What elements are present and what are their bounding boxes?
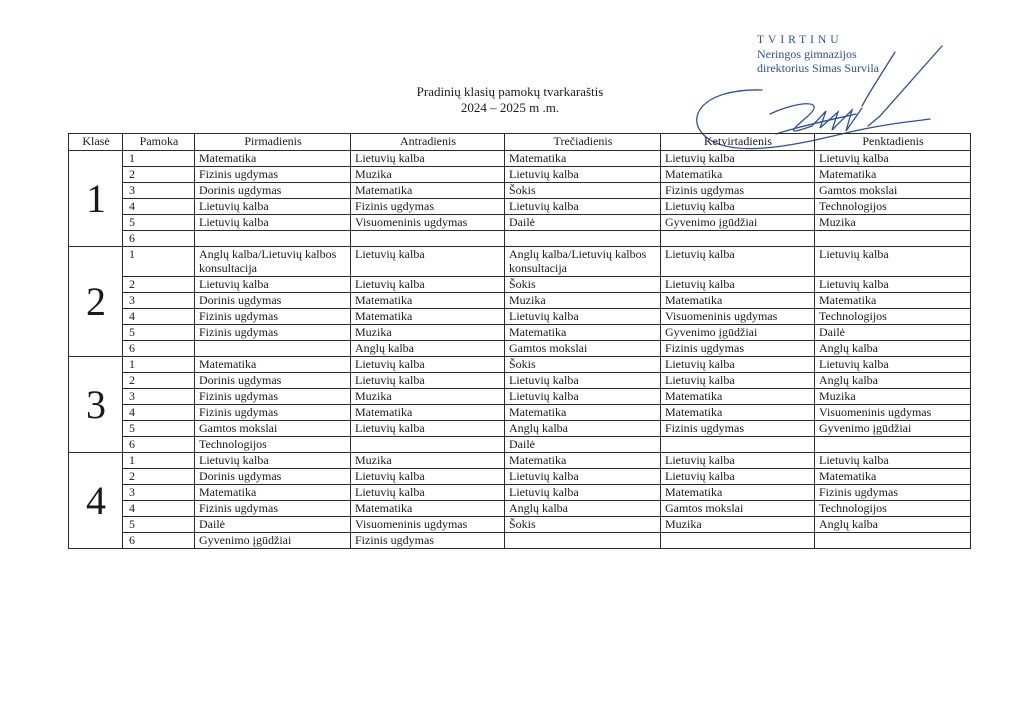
grade-number: 3 (69, 357, 123, 453)
header-treciadienis: Trečiadienis (505, 134, 661, 151)
subject-cell-penktadienis: Matematika (815, 167, 971, 183)
subject-cell-pirmadienis: Anglų kalba/Lietuvių kalbos konsultacija (195, 247, 351, 277)
subject-cell-antradienis: Matematika (351, 405, 505, 421)
subject-cell-antradienis: Muzika (351, 167, 505, 183)
subject-cell-pirmadienis: Lietuvių kalba (195, 199, 351, 215)
timetable-row (69, 453, 971, 469)
subject-cell-antradienis: Muzika (351, 325, 505, 341)
timetable-row (69, 533, 971, 549)
subject-cell-ketvirtadienis: Lietuvių kalba (661, 151, 815, 167)
lesson-number: 2 (123, 277, 195, 293)
subject-cell-penktadienis: Matematika (815, 293, 971, 309)
subject-cell-treciadienis (505, 231, 661, 247)
subject-cell-antradienis: Matematika (351, 501, 505, 517)
subject-cell-treciadienis: Dailė (505, 215, 661, 231)
subject-cell-ketvirtadienis: Matematika (661, 405, 815, 421)
subject-cell-pirmadienis: Dailė (195, 517, 351, 533)
header-row (69, 134, 971, 151)
subject-cell-treciadienis: Šokis (505, 277, 661, 293)
subject-cell-treciadienis: Anglų kalba (505, 421, 661, 437)
subject-cell-pirmadienis: Matematika (195, 151, 351, 167)
subject-cell-antradienis: Lietuvių kalba (351, 373, 505, 389)
lesson-number: 3 (123, 389, 195, 405)
subject-cell-treciadienis: Lietuvių kalba (505, 167, 661, 183)
subject-cell-penktadienis: Lietuvių kalba (815, 151, 971, 167)
subject-cell-antradienis: Visuomeninis ugdymas (351, 517, 505, 533)
timetable (68, 133, 971, 549)
subject-cell-antradienis: Lietuvių kalba (351, 421, 505, 437)
approval-stamp-title: TVIRTINU (757, 34, 843, 46)
subject-cell-pirmadienis: Fizinis ugdymas (195, 167, 351, 183)
lesson-number: 2 (123, 469, 195, 485)
subject-cell-ketvirtadienis: Fizinis ugdymas (661, 183, 815, 199)
subject-cell-treciadienis: Lietuvių kalba (505, 485, 661, 501)
timetable-row (69, 437, 971, 453)
subject-cell-pirmadienis (195, 231, 351, 247)
subject-cell-pirmadienis: Dorinis ugdymas (195, 183, 351, 199)
header-pirmadienis: Pirmadienis (195, 134, 351, 151)
subject-cell-pirmadienis: Dorinis ugdymas (195, 373, 351, 389)
lesson-number: 3 (123, 293, 195, 309)
lesson-number: 4 (123, 199, 195, 215)
subject-cell-antradienis (351, 437, 505, 453)
subject-cell-treciadienis: Muzika (505, 293, 661, 309)
subject-cell-antradienis: Fizinis ugdymas (351, 533, 505, 549)
subject-cell-antradienis: Lietuvių kalba (351, 247, 505, 277)
subject-cell-ketvirtadienis: Visuomeninis ugdymas (661, 309, 815, 325)
lesson-number: 5 (123, 325, 195, 341)
subject-cell-antradienis: Muzika (351, 389, 505, 405)
subject-cell-pirmadienis: Lietuvių kalba (195, 453, 351, 469)
subject-cell-pirmadienis: Gamtos mokslai (195, 421, 351, 437)
subject-cell-pirmadienis: Dorinis ugdymas (195, 293, 351, 309)
timetable-row (69, 341, 971, 357)
subject-cell-penktadienis (815, 437, 971, 453)
subject-cell-penktadienis: Anglų kalba (815, 517, 971, 533)
timetable-row (69, 247, 971, 277)
timetable-row (69, 231, 971, 247)
subject-cell-pirmadienis: Dorinis ugdymas (195, 469, 351, 485)
subject-cell-antradienis: Matematika (351, 183, 505, 199)
subject-cell-penktadienis: Anglų kalba (815, 373, 971, 389)
lesson-number: 6 (123, 341, 195, 357)
subject-cell-penktadienis: Matematika (815, 469, 971, 485)
subject-cell-ketvirtadienis: Lietuvių kalba (661, 277, 815, 293)
approval-line-school: Neringos gimnazijos (757, 47, 857, 61)
subject-cell-treciadienis: Matematika (505, 405, 661, 421)
subject-cell-treciadienis: Anglų kalba (505, 501, 661, 517)
subject-cell-antradienis: Muzika (351, 453, 505, 469)
subject-cell-antradienis: Matematika (351, 309, 505, 325)
subject-cell-ketvirtadienis (661, 533, 815, 549)
subject-cell-penktadienis: Gamtos mokslai (815, 183, 971, 199)
document-heading (300, 84, 720, 116)
subject-cell-antradienis: Lietuvių kalba (351, 357, 505, 373)
subject-cell-antradienis: Anglų kalba (351, 341, 505, 357)
lesson-number: 3 (123, 485, 195, 501)
timetable-row (69, 215, 971, 231)
subject-cell-penktadienis: Dailė (815, 325, 971, 341)
subject-cell-pirmadienis: Matematika (195, 485, 351, 501)
header-klase: Klasė (69, 134, 123, 151)
subject-cell-ketvirtadienis: Fizinis ugdymas (661, 421, 815, 437)
subject-cell-ketvirtadienis: Gyvenimo įgūdžiai (661, 215, 815, 231)
timetable-row (69, 199, 971, 215)
subject-cell-ketvirtadienis: Matematika (661, 167, 815, 183)
subject-cell-pirmadienis: Gyvenimo įgūdžiai (195, 533, 351, 549)
subject-cell-pirmadienis: Lietuvių kalba (195, 277, 351, 293)
grade-number: 1 (69, 151, 123, 247)
subject-cell-treciadienis: Lietuvių kalba (505, 199, 661, 215)
lesson-number: 6 (123, 231, 195, 247)
subject-cell-treciadienis: Šokis (505, 517, 661, 533)
subject-cell-penktadienis: Fizinis ugdymas (815, 485, 971, 501)
approval-line-director: direktorius Simas Survila (757, 61, 879, 75)
subject-cell-treciadienis (505, 533, 661, 549)
timetable-row (69, 357, 971, 373)
document-title: Pradinių klasių pamokų tvarkaraštis (416, 84, 604, 99)
timetable-row (69, 309, 971, 325)
timetable-row (69, 485, 971, 501)
lesson-number: 3 (123, 183, 195, 199)
lesson-number: 4 (123, 405, 195, 421)
subject-cell-ketvirtadienis: Lietuvių kalba (661, 247, 815, 277)
lesson-number: 1 (123, 357, 195, 373)
grade-number: 4 (69, 453, 123, 549)
subject-cell-treciadienis: Matematika (505, 453, 661, 469)
subject-cell-treciadienis: Lietuvių kalba (505, 389, 661, 405)
lesson-number: 4 (123, 309, 195, 325)
subject-cell-pirmadienis: Fizinis ugdymas (195, 309, 351, 325)
subject-cell-ketvirtadienis (661, 437, 815, 453)
subject-cell-treciadienis: Šokis (505, 183, 661, 199)
subject-cell-antradienis: Lietuvių kalba (351, 469, 505, 485)
subject-cell-penktadienis: Gyvenimo įgūdžiai (815, 421, 971, 437)
timetable-row (69, 151, 971, 167)
subject-cell-pirmadienis: Fizinis ugdymas (195, 405, 351, 421)
timetable-row (69, 501, 971, 517)
timetable-row (69, 325, 971, 341)
subject-cell-antradienis: Matematika (351, 293, 505, 309)
timetable-row (69, 421, 971, 437)
school-year: 2024 – 2025 m .m. (460, 100, 560, 115)
subject-cell-ketvirtadienis: Matematika (661, 485, 815, 501)
subject-cell-penktadienis: Muzika (815, 215, 971, 231)
subject-cell-penktadienis (815, 231, 971, 247)
subject-cell-ketvirtadienis: Fizinis ugdymas (661, 341, 815, 357)
header-antradienis: Antradienis (351, 134, 505, 151)
subject-cell-ketvirtadienis (661, 231, 815, 247)
subject-cell-antradienis: Fizinis ugdymas (351, 199, 505, 215)
subject-cell-pirmadienis: Fizinis ugdymas (195, 501, 351, 517)
subject-cell-penktadienis (815, 533, 971, 549)
subject-cell-pirmadienis: Matematika (195, 357, 351, 373)
subject-cell-pirmadienis: Technologijos (195, 437, 351, 453)
header-ketvirtadienis: Ketvirtadienis (661, 134, 815, 151)
lesson-number: 4 (123, 501, 195, 517)
subject-cell-ketvirtadienis: Gamtos mokslai (661, 501, 815, 517)
subject-cell-penktadienis: Technologijos (815, 309, 971, 325)
timetable-row (69, 373, 971, 389)
subject-cell-penktadienis: Lietuvių kalba (815, 277, 971, 293)
lesson-number: 5 (123, 215, 195, 231)
subject-cell-treciadienis: Gamtos mokslai (505, 341, 661, 357)
lesson-number: 6 (123, 437, 195, 453)
subject-cell-penktadienis: Anglų kalba (815, 341, 971, 357)
subject-cell-antradienis (351, 231, 505, 247)
subject-cell-treciadienis: Anglų kalba/Lietuvių kalbos konsultacija (505, 247, 661, 277)
subject-cell-ketvirtadienis: Gyvenimo įgūdžiai (661, 325, 815, 341)
timetable-row (69, 183, 971, 199)
subject-cell-antradienis: Visuomeninis ugdymas (351, 215, 505, 231)
subject-cell-treciadienis: Matematika (505, 325, 661, 341)
subject-cell-antradienis: Lietuvių kalba (351, 485, 505, 501)
lesson-number: 5 (123, 517, 195, 533)
lesson-number: 5 (123, 421, 195, 437)
lesson-number: 2 (123, 167, 195, 183)
timetable-row (69, 405, 971, 421)
lesson-number: 6 (123, 533, 195, 549)
subject-cell-penktadienis: Lietuvių kalba (815, 453, 971, 469)
subject-cell-antradienis: Lietuvių kalba (351, 277, 505, 293)
subject-cell-pirmadienis: Fizinis ugdymas (195, 325, 351, 341)
subject-cell-pirmadienis: Lietuvių kalba (195, 215, 351, 231)
header-pamoka: Pamoka (123, 134, 195, 151)
lesson-number: 1 (123, 247, 195, 277)
lesson-number: 1 (123, 453, 195, 469)
subject-cell-penktadienis: Technologijos (815, 501, 971, 517)
subject-cell-treciadienis: Šokis (505, 357, 661, 373)
subject-cell-penktadienis: Muzika (815, 389, 971, 405)
subject-cell-treciadienis: Lietuvių kalba (505, 309, 661, 325)
subject-cell-ketvirtadienis: Matematika (661, 293, 815, 309)
subject-cell-penktadienis: Lietuvių kalba (815, 247, 971, 277)
timetable-body (69, 151, 971, 549)
subject-cell-ketvirtadienis: Matematika (661, 389, 815, 405)
subject-cell-ketvirtadienis: Lietuvių kalba (661, 373, 815, 389)
timetable-row (69, 389, 971, 405)
lesson-number: 2 (123, 373, 195, 389)
subject-cell-treciadienis: Dailė (505, 437, 661, 453)
subject-cell-ketvirtadienis: Lietuvių kalba (661, 357, 815, 373)
subject-cell-penktadienis: Lietuvių kalba (815, 357, 971, 373)
timetable-row (69, 167, 971, 183)
header-penktadienis: Penktadienis (815, 134, 971, 151)
grade-number: 2 (69, 247, 123, 357)
subject-cell-treciadienis: Matematika (505, 151, 661, 167)
subject-cell-ketvirtadienis: Lietuvių kalba (661, 469, 815, 485)
timetable-row (69, 469, 971, 485)
subject-cell-penktadienis: Visuomeninis ugdymas (815, 405, 971, 421)
timetable-row (69, 517, 971, 533)
subject-cell-treciadienis: Lietuvių kalba (505, 373, 661, 389)
timetable-row (69, 293, 971, 309)
subject-cell-treciadienis: Lietuvių kalba (505, 469, 661, 485)
subject-cell-ketvirtadienis: Muzika (661, 517, 815, 533)
subject-cell-ketvirtadienis: Lietuvių kalba (661, 199, 815, 215)
timetable-row (69, 277, 971, 293)
lesson-number: 1 (123, 151, 195, 167)
subject-cell-ketvirtadienis: Lietuvių kalba (661, 453, 815, 469)
subject-cell-antradienis: Lietuvių kalba (351, 151, 505, 167)
subject-cell-pirmadienis (195, 341, 351, 357)
subject-cell-pirmadienis: Fizinis ugdymas (195, 389, 351, 405)
subject-cell-penktadienis: Technologijos (815, 199, 971, 215)
